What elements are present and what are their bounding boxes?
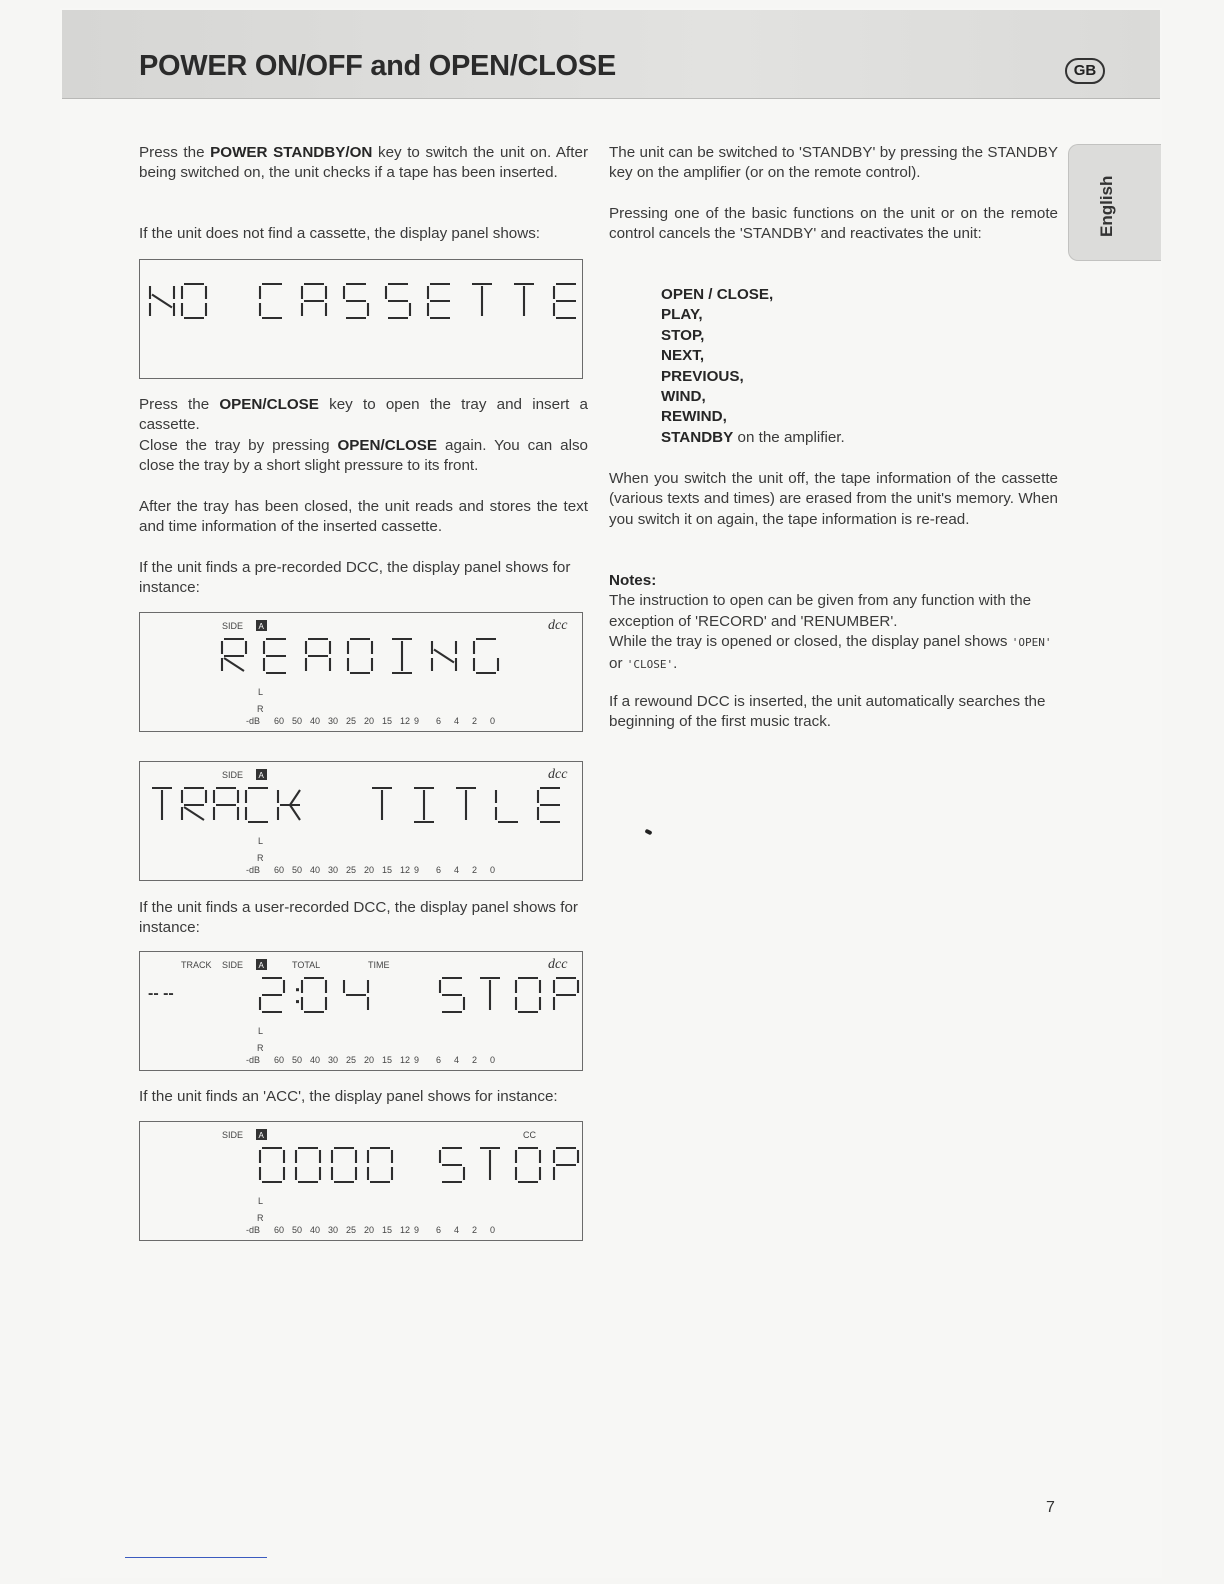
lcd-db-tick: 12 xyxy=(400,1225,411,1235)
user-recorded-paragraph xyxy=(139,898,588,939)
open-close-paragraph xyxy=(139,395,588,477)
lcd-db-tick: 20 xyxy=(364,716,375,726)
lcd-total-label: TOTAL xyxy=(292,960,321,970)
lcd-char xyxy=(260,284,282,318)
lcd-char xyxy=(214,788,238,820)
lcd-char xyxy=(152,788,172,820)
lcd-db-tick: 30 xyxy=(328,716,339,726)
lcd-db-tick: 2 xyxy=(472,1055,478,1065)
lcd-open-text: 'OPEN' xyxy=(1011,636,1052,650)
language-badge: GB xyxy=(1065,58,1105,84)
lcd-db-tick: 50 xyxy=(292,1225,303,1235)
lcd-char xyxy=(538,788,560,822)
lcd-char xyxy=(456,788,476,820)
display-reading xyxy=(139,612,583,732)
lcd-db-tick: 40 xyxy=(310,716,321,726)
lcd-db-tick: 9 xyxy=(414,865,420,875)
basic-functions-list xyxy=(661,285,1041,448)
lcd-channel-r: R xyxy=(257,1043,264,1053)
display-track-title xyxy=(139,761,583,881)
lcd-db-tick: 9 xyxy=(414,1055,420,1065)
command-item: OPEN / CLOSE, xyxy=(661,286,774,303)
lcd-track-title xyxy=(140,762,584,882)
standby-key-label: STANDBY xyxy=(661,428,734,446)
command-item: WIND, xyxy=(661,388,706,406)
command-list xyxy=(661,285,1041,428)
lcd-colon-dot xyxy=(296,988,299,991)
lcd-db-tick: 60 xyxy=(274,1055,285,1065)
bottom-rule xyxy=(125,1557,267,1558)
text: again. You can also close the tray by a short slight pressure to its front. xyxy=(139,436,588,475)
lcd-char xyxy=(182,284,206,318)
lcd-char xyxy=(554,284,576,318)
lcd-time-label: TIME xyxy=(368,960,390,970)
lcd-db-tick: 12 xyxy=(400,865,411,875)
lcd-char xyxy=(480,978,500,1010)
lcd-char xyxy=(440,978,464,1012)
lcd-db-tick: 20 xyxy=(364,1055,375,1065)
lcd-db-tick: 0 xyxy=(490,716,496,726)
lcd-char xyxy=(348,639,372,673)
lcd-dcc-logo: dcc xyxy=(548,957,568,972)
text: If the unit does not find a cassette, the display panel shows: xyxy=(139,225,541,242)
notes-block xyxy=(609,571,1058,675)
lcd-char xyxy=(368,1148,392,1182)
command-item: REWIND, xyxy=(661,408,727,426)
lcd-char xyxy=(516,1148,540,1182)
lcd-char xyxy=(278,790,300,820)
lcd-db-tick: 20 xyxy=(364,865,375,875)
lcd-char xyxy=(246,788,268,822)
lcd-colon-dot xyxy=(296,1000,299,1003)
lcd-char xyxy=(496,790,518,822)
lcd-db-tick: 12 xyxy=(400,716,411,726)
lcd-channel-r: R xyxy=(257,853,264,863)
lcd-db-tick: 40 xyxy=(310,1055,321,1065)
lcd-acc xyxy=(140,1122,584,1242)
command-item: NEXT, xyxy=(661,347,705,365)
lcd-db-tick: 4 xyxy=(454,1225,460,1235)
lcd-dcc-logo: dcc xyxy=(548,618,568,633)
page-title: POWER ON/OFF and OPEN/CLOSE xyxy=(139,50,616,82)
lcd-db-tick: 6 xyxy=(436,1055,442,1065)
lcd-db-tick: 30 xyxy=(328,865,339,875)
lcd-db-tick: 30 xyxy=(328,1055,339,1065)
lcd-segment xyxy=(434,650,454,663)
lcd-db-tick: 60 xyxy=(274,865,285,875)
text: If the unit finds a pre-recorded DCC, the display panel shows for instance: xyxy=(139,559,571,597)
lcd-db-tick: 25 xyxy=(346,1225,357,1235)
lcd-side-label: SIDE xyxy=(222,960,244,970)
lcd-db-tick: 15 xyxy=(382,716,393,726)
lcd-side-label: SIDE xyxy=(222,770,244,780)
lcd-db-label: -dB xyxy=(246,865,261,875)
lcd-db-tick: 25 xyxy=(346,1055,357,1065)
lcd-db-label: -dB xyxy=(246,1055,261,1065)
lcd-db-tick: 4 xyxy=(454,1055,460,1065)
tray-closed-paragraph xyxy=(139,497,588,538)
intro-paragraph xyxy=(139,143,588,184)
lcd-db-tick: 15 xyxy=(382,1055,393,1065)
lcd-db-tick: 40 xyxy=(310,1225,321,1235)
lcd-db-tick: 60 xyxy=(274,716,285,726)
lcd-char xyxy=(514,284,534,316)
text: After the tray has been closed, the unit reads and stores the text and time information of the inserted cassette. xyxy=(139,498,588,536)
lcd-dcc-logo: dcc xyxy=(548,767,568,782)
lcd-db-tick: 0 xyxy=(490,1225,496,1235)
lcd-channel-l: L xyxy=(258,836,264,846)
lcd-segment xyxy=(290,805,300,820)
lcd-char xyxy=(182,788,206,820)
lcd-char xyxy=(472,284,492,316)
lcd-channel-l: L xyxy=(258,687,264,697)
lcd-close-text: 'CLOSE' xyxy=(626,657,674,671)
text: Pressing one of the basic functions on the unit or on the remote control cancels the 'STANDBY' and reactivates the unit: xyxy=(609,205,1058,243)
lcd-db-tick: 4 xyxy=(454,865,460,875)
lcd-db-tick: 0 xyxy=(490,865,496,875)
lcd-side-value: A xyxy=(258,622,264,631)
command-item: PLAY, xyxy=(661,306,703,324)
lcd-char xyxy=(260,1148,284,1182)
text: Press the xyxy=(139,396,220,413)
lcd-side-value: A xyxy=(258,771,264,780)
lcd-channel-l: L xyxy=(258,1196,264,1206)
display-user-recorded xyxy=(139,951,583,1071)
lcd-char xyxy=(428,284,450,318)
lcd-char xyxy=(332,1148,356,1182)
lcd-channel-l: L xyxy=(258,1026,264,1036)
lcd-db-tick: 2 xyxy=(472,1225,478,1235)
command-item: STOP, xyxy=(661,326,705,344)
language-tab[interactable] xyxy=(1068,144,1161,261)
text: on the amplifier. xyxy=(733,428,845,446)
text: If a rewound DCC is inserted, the unit automatically searches the beginning of the first music track. xyxy=(609,693,1046,731)
lcd-db-tick: 6 xyxy=(436,1225,442,1235)
lcd-side-value: A xyxy=(258,1131,264,1140)
lcd-char xyxy=(260,978,284,1012)
lcd-db-tick: 0 xyxy=(490,1055,496,1065)
text: key to open the tray and insert a cassette. xyxy=(139,396,588,434)
lcd-side-label: SIDE xyxy=(222,621,244,631)
text: While the tray is opened or closed, the display panel shows xyxy=(609,633,1012,651)
lcd-char xyxy=(554,1148,578,1180)
lcd-db-tick: 50 xyxy=(292,716,303,726)
lcd-char xyxy=(516,978,540,1012)
text: Press the xyxy=(139,144,211,161)
lcd-side-value: A xyxy=(258,961,264,970)
display-no-cassette xyxy=(139,259,583,379)
lcd-db-tick: 15 xyxy=(382,1225,393,1235)
lcd-segment xyxy=(290,790,300,805)
note-tray-display xyxy=(609,632,1058,675)
rewound-paragraph xyxy=(609,692,1058,733)
standby-paragraph xyxy=(609,143,1058,184)
open-close-key-label: OPEN/CLOSE xyxy=(337,436,438,454)
lcd-cc-logo: CC xyxy=(523,1130,536,1140)
acc-paragraph xyxy=(139,1087,588,1107)
lcd-char xyxy=(432,641,456,671)
lcd-track-label: TRACK xyxy=(181,960,212,970)
lcd-channel-r: R xyxy=(257,1213,264,1223)
lcd-char xyxy=(150,286,174,316)
lcd-side-label: SIDE xyxy=(222,1130,244,1140)
text: or xyxy=(609,654,627,672)
language-tab-label: English xyxy=(1097,175,1116,237)
lcd-char xyxy=(414,788,434,822)
lcd-char xyxy=(386,284,410,318)
lcd-char xyxy=(344,284,368,318)
lcd-channel-r: R xyxy=(257,704,264,714)
lcd-no-cassette xyxy=(140,260,584,380)
lcd-db-tick: 50 xyxy=(292,1055,303,1065)
note-open-exception: The instruction to open can be given from any function with the exception of 'RECORD' and 'RENUMBER'. xyxy=(609,592,1032,630)
lcd-db-tick: 15 xyxy=(382,865,393,875)
lcd-char xyxy=(306,639,330,671)
lcd-db-tick: 50 xyxy=(292,865,303,875)
lcd-db-tick: 40 xyxy=(310,865,321,875)
lcd-db-label: -dB xyxy=(246,1225,261,1235)
notes-heading: Notes: xyxy=(609,572,657,589)
lcd-char xyxy=(344,980,368,1010)
lcd-db-tick: 20 xyxy=(364,1225,375,1235)
open-close-key-label: OPEN/CLOSE xyxy=(219,396,319,413)
reactivate-paragraph xyxy=(609,204,1058,245)
lcd-db-tick: 9 xyxy=(414,716,420,726)
lcd-db-label: -dB xyxy=(246,716,261,726)
lcd-reading xyxy=(140,613,584,733)
lcd-track-dashes: -- -- xyxy=(148,985,174,1002)
prerecorded-paragraph xyxy=(139,558,588,599)
lcd-char xyxy=(222,639,246,671)
lcd-db-tick: 60 xyxy=(274,1225,285,1235)
lcd-db-tick: 30 xyxy=(328,1225,339,1235)
lcd-db-tick: 6 xyxy=(436,716,442,726)
display-acc xyxy=(139,1121,583,1241)
lcd-db-tick: 9 xyxy=(414,1225,420,1235)
lcd-char xyxy=(372,788,392,820)
lcd-char xyxy=(302,978,326,1012)
switch-off-paragraph xyxy=(609,469,1058,530)
lcd-char xyxy=(392,639,412,673)
command-item: PREVIOUS, xyxy=(661,367,744,385)
lcd-char xyxy=(296,1148,320,1182)
lcd-char xyxy=(474,639,498,673)
text: The unit can be switched to 'STANDBY' by pressing the STANDBY key on the amplifier (or on the remote control). xyxy=(609,144,1058,182)
lcd-segment xyxy=(224,658,244,671)
lcd-db-tick: 6 xyxy=(436,865,442,875)
lcd-segment xyxy=(152,295,172,308)
text: If the unit finds an 'ACC', the display panel shows for instance: xyxy=(139,1088,558,1105)
text: key to switch the unit on. After being switched on, the unit checks if a tape has been inserted. xyxy=(139,144,588,182)
lcd-db-tick: 12 xyxy=(400,1055,411,1065)
lcd-db-tick: 25 xyxy=(346,716,357,726)
text: Close the tray by pressing xyxy=(139,436,338,454)
lcd-char xyxy=(440,1148,464,1182)
lcd-char xyxy=(554,978,578,1010)
text: When you switch the unit off, the tape information of the cassette (various texts and times) are erased from the unit's memory. When you switch it on again, the tape information is re-read. xyxy=(609,470,1058,528)
power-key-label: POWER STANDBY/ON xyxy=(210,144,373,161)
lcd-user-recorded xyxy=(140,952,584,1072)
lcd-char xyxy=(480,1148,500,1180)
lcd-char xyxy=(264,639,286,673)
text: If the unit finds a user-recorded DCC, the display panel shows for instance: xyxy=(139,899,578,937)
text: . xyxy=(673,654,678,672)
lcd-db-tick: 4 xyxy=(454,716,460,726)
lcd-char xyxy=(302,284,326,316)
no-cassette-paragraph xyxy=(139,224,588,244)
lcd-segment xyxy=(184,807,204,820)
lcd-db-tick: 25 xyxy=(346,865,357,875)
lcd-db-tick: 2 xyxy=(472,865,478,875)
lcd-db-tick: 2 xyxy=(472,716,478,726)
page-number: 7 xyxy=(1046,1499,1055,1516)
